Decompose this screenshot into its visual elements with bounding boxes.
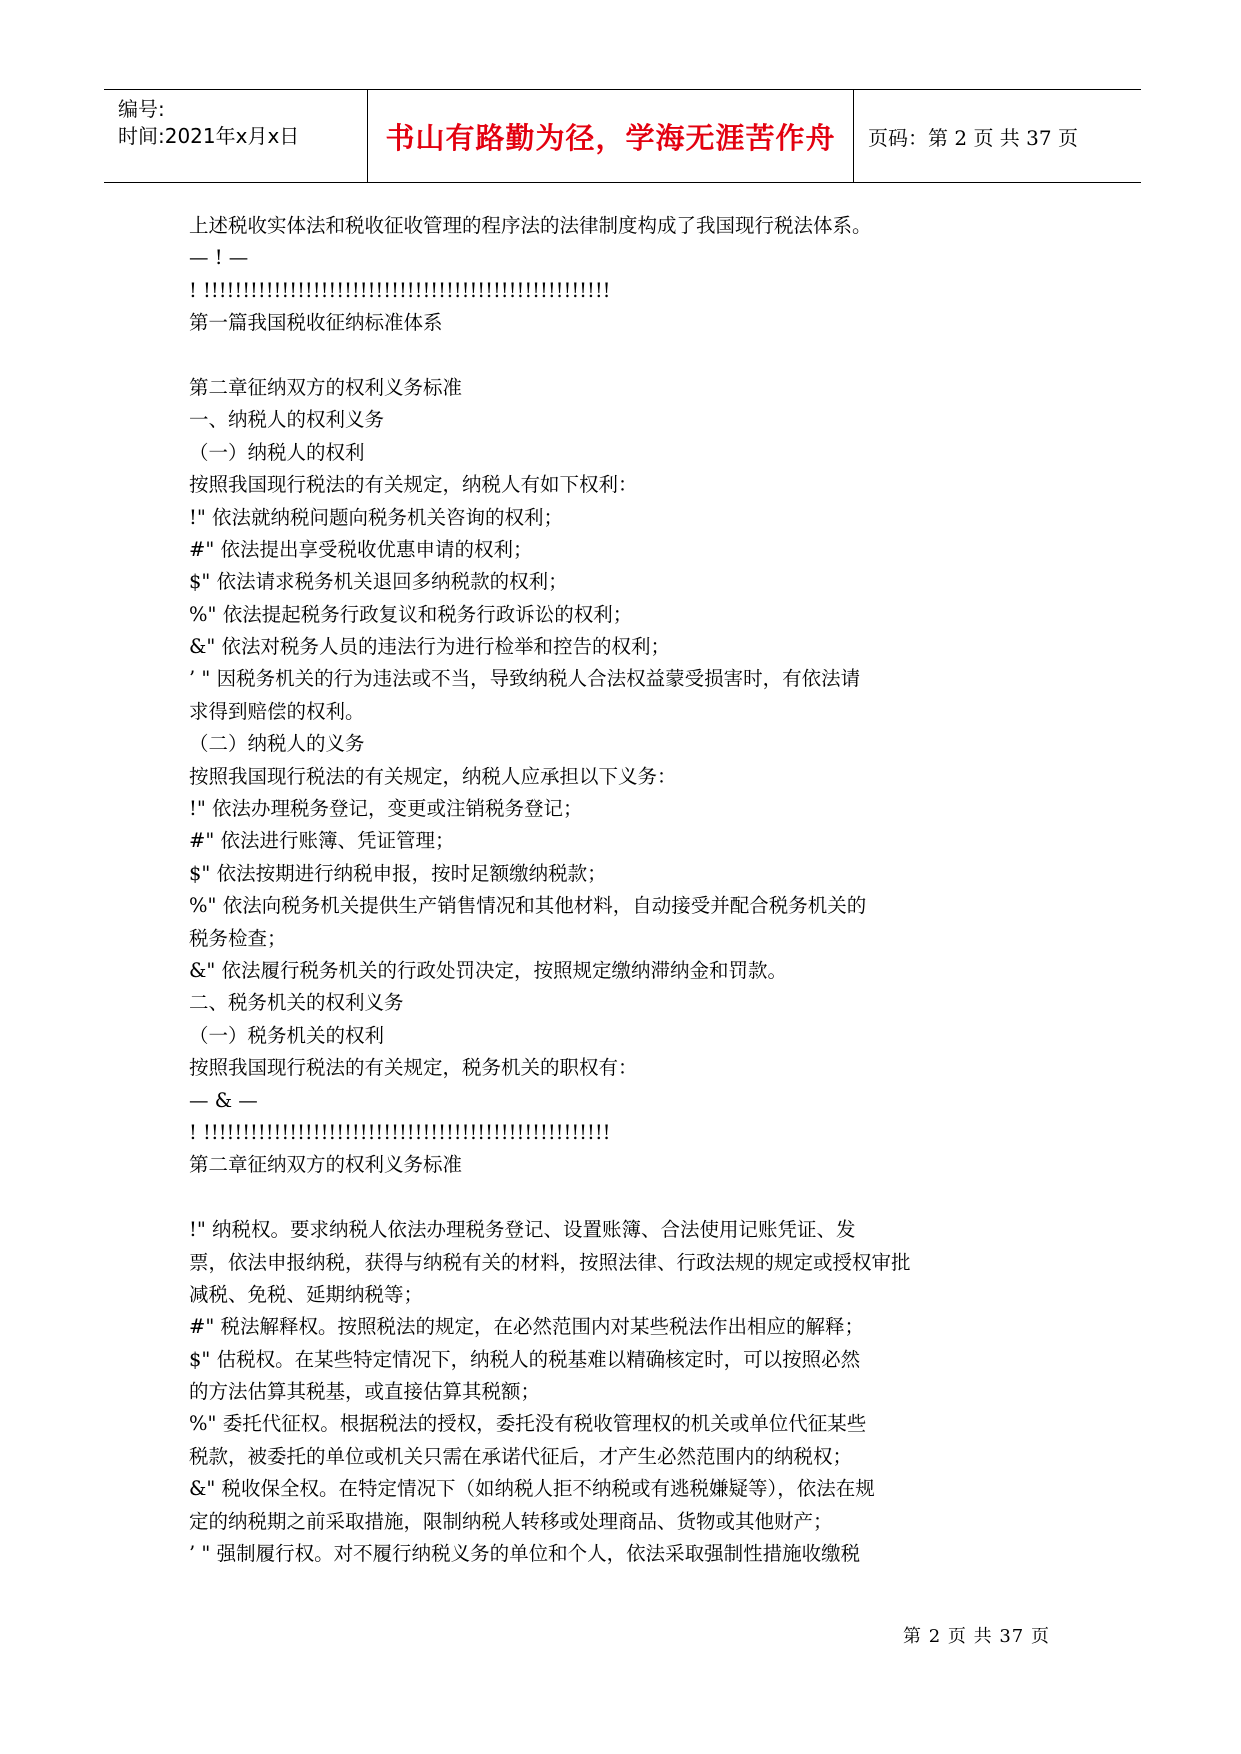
text-line: 按照我国现行税法的有关规定，税务机关的职权有： xyxy=(189,1056,638,1080)
text-line: 上述税收实体法和税收征收管理的程序法的法律制度构成了我国现行税法体系。 xyxy=(189,214,872,237)
text-line: $" 依法请求税务机关退回多纳税款的权利； xyxy=(189,570,568,594)
text-line: 税款，被委托的单位或机关只需在承诺代征后，才产生必然范围内的纳税权； xyxy=(189,1444,853,1468)
text-line: $" 估税权。在某些特定情况下，纳税人的税基难以精确核定时，可以按照必然 xyxy=(189,1347,861,1371)
text-line: ! !!!!!!!!!!!!!!!!!!!!!!!!!!!!!!!!!!!!!!!!!!!!!!!!!!!! xyxy=(189,278,611,302)
text-line: !" 纳税权。要求纳税人依法办理税务登记、设置账簿、合法使用记账凭证、发 xyxy=(189,1218,856,1242)
text-line: （二）纳税人的义务 xyxy=(189,732,365,756)
text-line: %" 依法提起税务行政复议和税务行政诉讼的权利； xyxy=(189,602,633,626)
text-line: ! !!!!!!!!!!!!!!!!!!!!!!!!!!!!!!!!!!!!!!!!!!!!!!!!!!!! xyxy=(189,1120,611,1144)
text-line: 二、税务机关的权利义务 xyxy=(189,991,404,1015)
page-header xyxy=(104,89,1141,183)
text-line: &" 依法履行税务机关的行政处罚决定，按照规定缴纳滞纳金和罚款。 xyxy=(189,958,788,982)
text-line: &" 依法对税务人员的违法行为进行检举和控告的权利； xyxy=(189,635,671,659)
text-line: #" 税法解释权。按照税法的规定，在必然范围内对某些税法作出相应的解释； xyxy=(189,1315,865,1339)
text-line: 的方法估算其税基，或直接估算其税额； xyxy=(189,1380,541,1404)
text-line: ’ " 强制履行权。对不履行纳税义务的单位和个人，依法采取强制性措施收缴税 xyxy=(189,1542,861,1566)
text-line: 按照我国现行税法的有关规定，纳税人有如下权利： xyxy=(189,473,638,497)
text-line: &" 税收保全权。在特定情况下（如纳税人拒不纳税或有逃税嫌疑等），依法在规 xyxy=(189,1477,875,1501)
text-line: 求得到赔偿的权利。 xyxy=(189,699,365,723)
text-line: 定的纳税期之前采取措施，限制纳税人转移或处理商品、货物或其他财产； xyxy=(189,1509,833,1533)
header-motto: 书山有路勤为径，学海无涯苦作舟 xyxy=(368,90,854,182)
text-line: %" 委托代征权。根据税法的授权，委托没有税收管理权的机关或单位代征某些 xyxy=(189,1412,867,1436)
document-body xyxy=(189,210,1089,1570)
text-line: #" 依法进行账簿、凭证管理； xyxy=(189,829,455,853)
text-line: — & — xyxy=(189,1088,258,1112)
text-line: 第二章征纳双方的权利义务标准 xyxy=(189,375,463,399)
text-line: !" 依法办理税务登记，变更或注销税务登记； xyxy=(189,797,583,821)
text-line: #" 依法提出享受税收优惠申请的权利； xyxy=(189,537,533,561)
document-number-label: 编号: xyxy=(118,97,165,121)
page-footer-number: 第 2 页 共 37 页 xyxy=(903,1626,1050,1647)
text-line: — ! — xyxy=(189,246,249,270)
header-meta-cell xyxy=(104,90,368,182)
blank-line xyxy=(189,340,1089,372)
text-line: （一）纳税人的权利 xyxy=(189,440,365,464)
text-line: 票，依法申报纳税，获得与纳税有关的材料，按照法律、行政法规的规定或授权审批 xyxy=(189,1250,911,1274)
header-page-info: 页码：第 2 页 共 37 页 xyxy=(868,125,1078,150)
text-line: 第一篇我国税收征纳标准体系 xyxy=(189,311,443,335)
text-line: 按照我国现行税法的有关规定，纳税人应承担以下义务： xyxy=(189,764,677,788)
document-time-label: 时间:2021年x月x日 xyxy=(118,124,300,148)
text-line: 减税、免税、延期纳税等； xyxy=(189,1282,424,1306)
text-line: !" 依法就纳税问题向税务机关咨询的权利； xyxy=(189,505,564,529)
blank-line xyxy=(189,1182,1089,1214)
text-line: 第二章征纳双方的权利义务标准 xyxy=(189,1153,463,1177)
text-line: $" 依法按期进行纳税申报，按时足额缴纳税款； xyxy=(189,861,607,885)
text-line: 一、纳税人的权利义务 xyxy=(189,408,385,432)
text-line: （一）税务机关的权利 xyxy=(189,1023,385,1047)
text-line: %" 依法向税务机关提供生产销售情况和其他材料，自动接受并配合税务机关的 xyxy=(189,894,867,918)
text-line: ’ " 因税务机关的行为违法或不当，导致纳税人合法权益蒙受损害时，有依法请 xyxy=(189,667,861,691)
text-line: 税务检查； xyxy=(189,926,287,950)
